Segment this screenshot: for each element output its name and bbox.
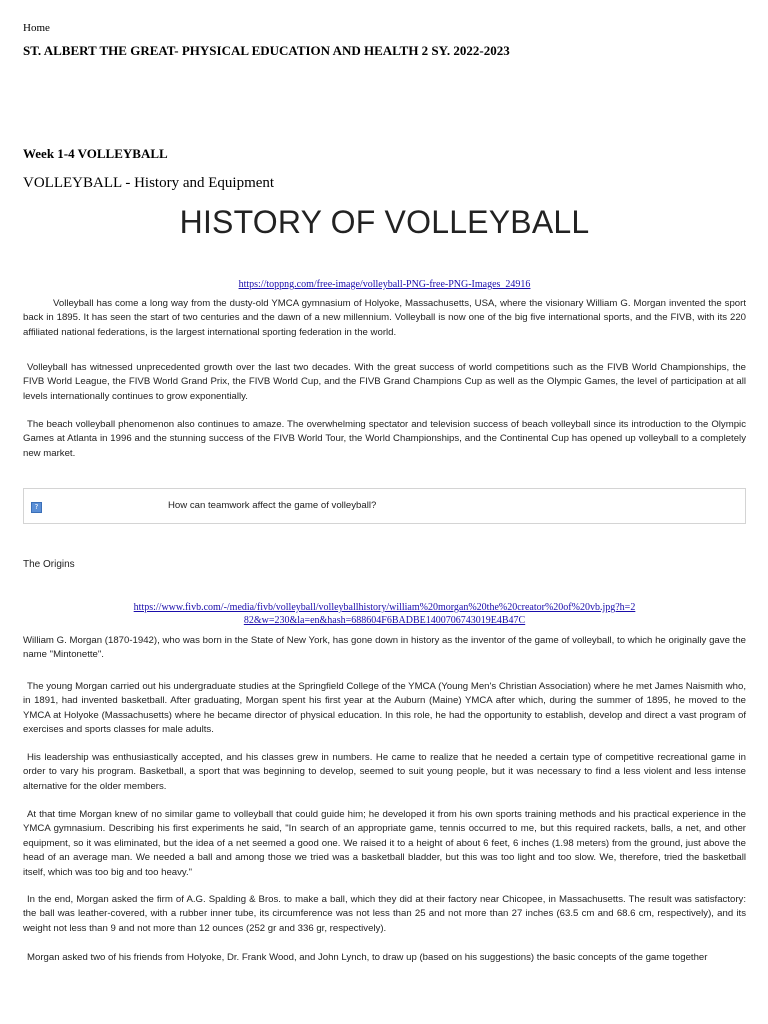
- origins-paragraph: At that time Morgan knew of no similar game to volleyball that could guide him; he developed it from his own sports training methods and his practical experience in the YMCA gymnasium. Describing his first experiments he said, "In search of an appropriate game, tennis occurred to me, but this required rackets, balls, a net, and other equipment, so it was eliminated, but the idea of a net seemed a good one. We raised it to a height of about 6 feet, 6 inches (1.98 meters) from the ground, just above the head of an average man. We needed a ball and among those we tried was a basketball bladder, but this was too light and too slow. We, therefore, tried the basketball itself, which was too big and too heavy.": [23, 809, 746, 878]
- home-link[interactable]: Home: [23, 22, 50, 34]
- intro-paragraph: Volleyball has witnessed unprecedented growth over the last two decades. With the great success of world competitions such as the FIVB World Championships, the FIVB World League, the FIVB World Grand Prix, the FIVB World Cup, and the FIVB Grand Champions Cup as well as the Olympic Games, the level of participation at all levels internationally continues to grow exponentially.: [23, 362, 746, 402]
- origins-paragraph: His leadership was enthusiastically accepted, and his classes grew in numbers. He came to realize that he needed a certain type of competitive recreational game in order to vary his program. Basketball, a sport that was beginning to develop, seemed to suit young people, but it was necessary to find a less violent and less intense alternative for the older members.: [23, 752, 746, 792]
- intro-paragraph: Volleyball has come a long way from the dusty-old YMCA gymnasium of Holyoke, Massachusetts, USA, where the visionary William G. Morgan invented the sport back in 1895. It has seen the start of two centuries and the dawn of a new millennium. Volleyball is now one of the big five international sports, and the FIVB, with its 220 affiliated national federations, is the largest international sporting federation in the world.: [23, 298, 746, 338]
- week-title: Week 1-4 VOLLEYBALL: [23, 146, 168, 161]
- course-title: ST. ALBERT THE GREAT- PHYSICAL EDUCATION AND HEALTH 2 SY. 2022-2023: [23, 43, 510, 58]
- intro-paragraph: The beach volleyball phenomenon also continues to amaze. The overwhelming spectator and television success of beach volleyball since its introduction to the Olympic Games at Atlanta in 1996 and the stunning success of the FIVB World Tour, the World Championships, and the Continental Cup has opened up volleyball to a completely new market.: [23, 419, 746, 459]
- image-source-link[interactable]: https://toppng.com/free-image/volleyball-PNG-free-PNG-Images_24916: [238, 279, 531, 290]
- question-box[interactable]: [23, 488, 746, 524]
- question-icon: ?: [31, 502, 42, 513]
- image-source-link[interactable]: https://www.fivb.com/-/media/fivb/volleyball/volleyballhistory/william%20morgan%20the%20creator%20of%20vb.jpg?h=282&w=230&la=en&hash=688604F6BADBE1400706743019E4B47C: [133, 602, 636, 626]
- main-heading: HISTORY OF VOLLEYBALL: [179, 204, 590, 240]
- origins-paragraph: The young Morgan carried out his undergraduate studies at the Springfield College of the YMCA (Young Men's Christian Association) where he met James Naismith who, in 1891, had invented basketball. After graduating, Morgan spent his first year at the Auburn (Maine) YMCA after which, during the summer of 1895, he moved to the YMCA at Holyoke (Massachusetts) where he became director of physical education. In this role, he had the opportunity to establish, develop and direct a vast program of exercises and sports classes for male adults.: [23, 681, 746, 736]
- origins-paragraph: In the end, Morgan asked the firm of A.G. Spalding & Bros. to make a ball, which they did at their factory near Chicopee, in Massachusetts. The result was satisfactory: the ball was leather-covered, with a rubber inner tube, its circumference was not less than 25 and not more than 27 inches (63.5 cm and 68.6 cm, respectively), and its weight not less than 9 and not more than 12 ounces (252 gr and 336 gr, respectively).: [23, 894, 746, 934]
- section-heading-origins: The Origins: [23, 559, 75, 570]
- origins-paragraph: William G. Morgan (1870-1942), who was born in the State of New York, has gone down in history as the inventor of the game of volleyball, to which he originally gave the name "Mintonette".: [23, 635, 746, 661]
- question-text: How can teamwork affect the game of volleyball?: [168, 500, 377, 511]
- origins-paragraph: Morgan asked two of his friends from Holyoke, Dr. Frank Wood, and John Lynch, to draw up (based on his suggestions) the basic concepts of the game together: [27, 952, 708, 963]
- lesson-title: VOLLEYBALL - History and Equipment: [23, 175, 275, 191]
